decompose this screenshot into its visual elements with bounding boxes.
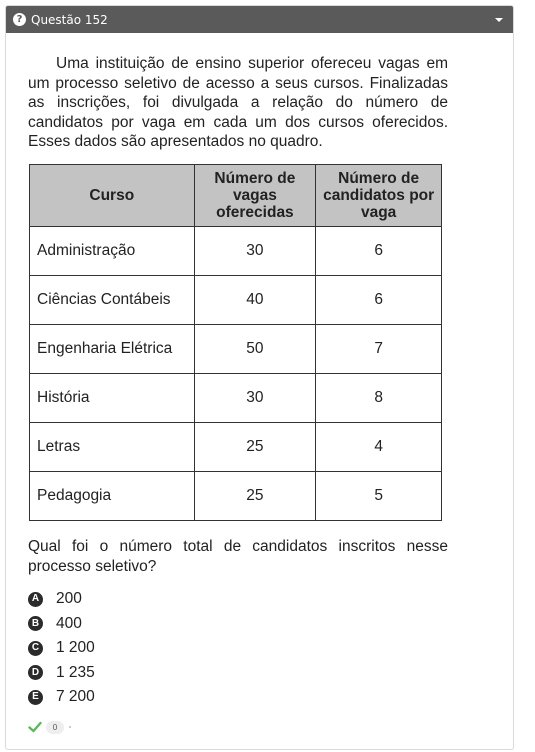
cell-vagas: 30 <box>194 227 316 276</box>
cell-vagas: 50 <box>194 325 316 374</box>
option-letter-badge: C <box>28 641 43 656</box>
option-e[interactable] <box>28 685 328 710</box>
cell-candidatos: 6 <box>316 276 442 325</box>
option-text: 1 200 <box>56 639 95 657</box>
cell-candidatos: 4 <box>316 423 442 472</box>
cell-curso: Pedagogia <box>30 472 195 521</box>
cell-curso: Administração <box>30 227 195 276</box>
option-letter-badge: B <box>28 616 43 631</box>
answer-options <box>28 587 328 710</box>
option-a[interactable] <box>28 587 328 612</box>
option-letter-badge: A <box>28 592 43 607</box>
option-text: 400 <box>56 614 82 632</box>
table-row <box>30 227 442 276</box>
cell-candidatos: 6 <box>316 227 442 276</box>
answer-footer <box>28 720 71 734</box>
table-header-row <box>30 165 442 227</box>
header-vagas: Número de vagas oferecidas <box>194 165 316 227</box>
panel-header[interactable] <box>6 6 513 33</box>
question-prompt: Qual foi o número total de candidatos inscritos nesse processo seletivo? <box>28 538 448 575</box>
cell-vagas: 25 <box>194 423 316 472</box>
cell-vagas: 40 <box>194 276 316 325</box>
check-icon[interactable] <box>28 720 42 734</box>
table-row <box>30 472 442 521</box>
courses-table <box>29 164 442 521</box>
table-row <box>30 423 442 472</box>
cell-candidatos: 8 <box>316 374 442 423</box>
table-row <box>30 276 442 325</box>
cell-curso: Letras <box>30 423 195 472</box>
cell-curso: História <box>30 374 195 423</box>
option-letter-badge: E <box>28 690 43 705</box>
option-b[interactable] <box>28 612 328 637</box>
option-c[interactable] <box>28 636 328 661</box>
option-letter-badge: D <box>28 665 43 680</box>
header-candidatos: Número de candidatos por vaga <box>316 165 442 227</box>
question-title: Questão 152 <box>31 12 108 27</box>
header-curso: Curso <box>30 165 195 227</box>
separator-dot <box>69 726 71 728</box>
option-text: 7 200 <box>56 688 95 706</box>
cell-candidatos: 7 <box>316 325 442 374</box>
question-circle-icon: ? <box>13 13 26 26</box>
question-statement: Uma instituição de ensino superior ofereceu vagas em um processo seletivo de acesso a seus cursos. Finalizadas as inscrições, foi divulgada a relação do número de candidatos por vaga em cada um dos cursos oferecidos. Esses dados são apresentados no quadro. <box>28 55 448 151</box>
option-text: 1 235 <box>56 663 95 681</box>
cell-curso: Engenharia Elétrica <box>30 325 195 374</box>
table-row <box>30 325 442 374</box>
cell-candidatos: 5 <box>316 472 442 521</box>
answer-count-badge: 0 <box>46 721 64 734</box>
table-row <box>30 374 442 423</box>
option-d[interactable] <box>28 661 328 686</box>
cell-vagas: 25 <box>194 472 316 521</box>
caret-down-icon[interactable] <box>495 18 503 22</box>
cell-vagas: 30 <box>194 374 316 423</box>
cell-curso: Ciências Contábeis <box>30 276 195 325</box>
option-text: 200 <box>56 590 82 608</box>
